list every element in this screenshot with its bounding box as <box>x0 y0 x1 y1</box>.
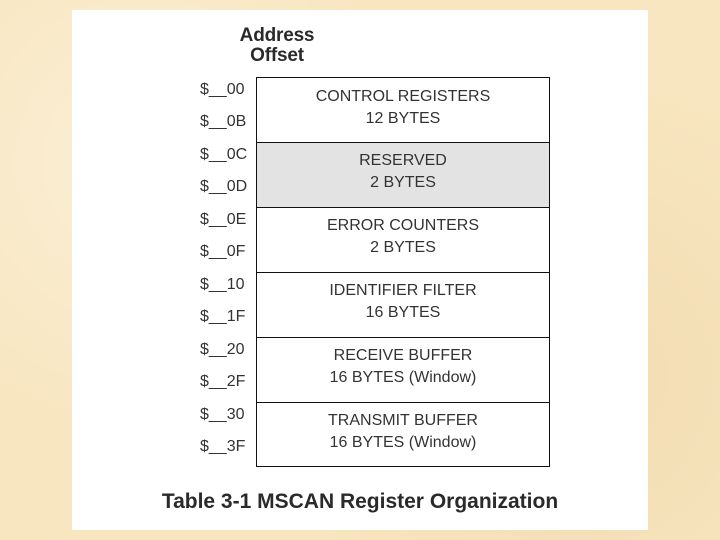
figure-panel <box>72 10 648 530</box>
register-block-name: RECEIVE BUFFER <box>333 347 473 364</box>
register-map <box>256 77 550 467</box>
header-line-2: Offset <box>250 45 304 66</box>
register-block-size: 16 BYTES <box>365 304 441 321</box>
address-label: $__30 <box>200 406 245 423</box>
register-block <box>257 142 549 207</box>
address-label: $__10 <box>200 276 245 293</box>
address-label: $__0B <box>200 113 247 130</box>
address-label: $__0F <box>200 243 246 260</box>
register-block <box>257 272 549 337</box>
register-block <box>257 402 549 467</box>
header-line-1: Address <box>239 25 315 46</box>
address-label: $__0E <box>200 211 247 228</box>
register-block-name: TRANSMIT BUFFER <box>328 412 478 429</box>
address-label: $__0C <box>200 146 248 163</box>
address-label: $__00 <box>200 81 245 98</box>
register-block-size: 2 BYTES <box>370 239 436 256</box>
address-label: $__20 <box>200 341 245 358</box>
address-label: $__3F <box>200 438 246 455</box>
address-label: $__1F <box>200 308 246 325</box>
register-block <box>257 337 549 402</box>
register-block-name: CONTROL REGISTERS <box>315 87 491 105</box>
register-block <box>257 207 549 272</box>
register-block <box>257 78 549 143</box>
table-caption: Table 3-1 MSCAN Register Organization <box>161 490 559 513</box>
register-block-size: 12 BYTES <box>365 109 441 127</box>
register-block-size: 16 BYTES (Window) <box>329 434 477 451</box>
register-block-name: IDENTIFIER FILTER <box>329 282 477 299</box>
address-label: $__2F <box>200 373 246 390</box>
register-block-size: 16 BYTES (Window) <box>329 369 477 386</box>
address-label: $__0D <box>200 178 248 195</box>
register-block-name: ERROR COUNTERS <box>326 217 479 234</box>
register-block-name: RESERVED <box>359 152 447 169</box>
register-block-size: 2 BYTES <box>370 174 436 191</box>
address-offset-header <box>222 26 332 66</box>
